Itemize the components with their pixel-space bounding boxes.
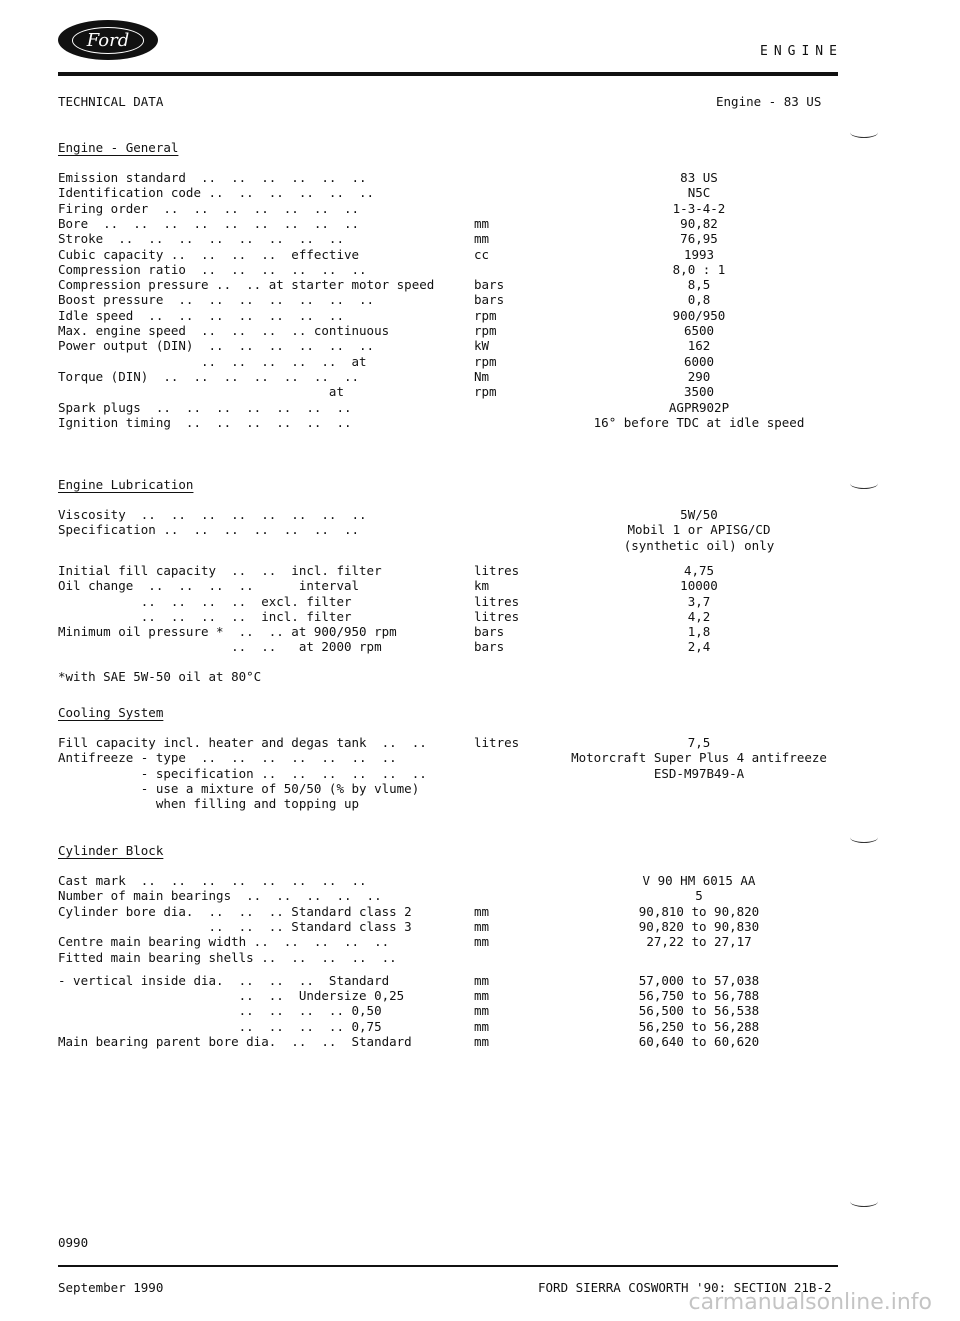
row-label: .. .. .. .. .. at — [58, 353, 367, 369]
row-value: 8,5 — [687, 277, 711, 293]
section-heading: Cylinder Block — [58, 843, 164, 858]
row-label: .. .. .. Standard class 3 — [58, 918, 412, 934]
row-unit: rpm — [474, 384, 497, 400]
row-label: .. .. .. .. 0,75 — [58, 1018, 382, 1034]
row-label: Emission standard .. .. .. .. .. .. — [58, 170, 367, 185]
row-value: 3,7 — [687, 593, 711, 609]
row-unit: mm — [474, 1003, 490, 1019]
row-unit: mm — [474, 988, 490, 1004]
row-value: 0,8 — [687, 292, 711, 308]
row-label: Compression pressure .. .. at starter motor speed — [58, 277, 435, 293]
row-unit: litres — [474, 593, 520, 609]
row-unit: litres — [474, 735, 520, 750]
row-unit: bars — [474, 639, 505, 655]
row-unit: mm — [474, 231, 490, 247]
row-value: 2,4 — [687, 639, 711, 655]
section-heading: Engine Lubrication — [58, 477, 194, 492]
row-unit: mm — [474, 1034, 490, 1049]
row-value: 1993 — [683, 246, 715, 262]
row-label: Viscosity .. .. .. .. .. .. .. .. — [58, 507, 367, 522]
row-unit: mm — [474, 903, 490, 919]
row-value: 1,8 — [687, 624, 711, 640]
row-value: Motorcraft Super Plus 4 antifreeze — [571, 750, 827, 766]
row-unit: mm — [474, 918, 490, 934]
row-unit: rpm — [474, 353, 497, 369]
row-label: at — [58, 384, 344, 400]
row-value: 5W/50 — [680, 507, 718, 522]
row-label: Fitted main bearing shells .. .. .. .. .. — [58, 949, 397, 965]
row-label: .. .. Undersize 0,25 — [58, 988, 405, 1004]
row-label: Number of main bearings .. .. .. .. .. — [58, 888, 382, 904]
row-label: .. .. .. .. excl. filter — [58, 593, 352, 609]
row-label: Torque (DIN) .. .. .. .. .. .. .. — [58, 368, 360, 384]
row-label: Stroke .. .. .. .. .. .. .. .. — [58, 231, 344, 247]
row-value: 1-3-4-2 — [672, 200, 726, 216]
row-label: Cast mark .. .. .. .. .. .. .. .. — [58, 873, 367, 888]
row-label: Specification .. .. .. .. .. .. .. — [58, 522, 360, 538]
ford-logo-text: Ford — [72, 27, 144, 54]
row-value: 7,5 — [687, 735, 711, 750]
row-label: - specification .. .. .. .. .. .. — [58, 765, 427, 781]
margin-mark — [850, 1196, 878, 1207]
watermark-text: carmanualsonline.info — [688, 1290, 932, 1315]
row-value: 900/950 — [672, 307, 726, 323]
row-value: AGPR902P — [668, 399, 730, 415]
row-unit: litres — [474, 562, 520, 578]
row-value: 56,500 to 56,538 — [638, 1003, 760, 1019]
row-label: .. .. .. .. 0,50 — [58, 1003, 382, 1019]
page-subtitle-right: Engine - 83 US — [716, 94, 822, 109]
row-label: - use a mixture of 50/50 (% by vlume) — [58, 780, 420, 796]
page-code: 0990 — [58, 1235, 89, 1250]
row-label: Oil change .. .. .. .. interval — [58, 578, 360, 594]
row-value: 5 — [695, 888, 703, 904]
row-value: V 90 HM 6015 AA — [642, 873, 756, 888]
row-unit: rpm — [474, 323, 497, 338]
row-value: 4,75 — [683, 562, 715, 578]
row-label: .. .. at 2000 rpm — [58, 639, 382, 655]
margin-mark — [850, 478, 878, 489]
footnote: *with SAE 5W-50 oil at 80°C — [58, 668, 262, 684]
row-label: Fill capacity incl. heater and degas tank .. .. — [58, 735, 427, 750]
footer-rule — [58, 1265, 838, 1267]
row-value: (synthetic oil) only — [623, 537, 775, 553]
row-label: Minimum oil pressure * .. .. at 900/950 rpm — [58, 624, 397, 640]
row-unit: litres — [474, 608, 520, 624]
row-value: 56,750 to 56,788 — [638, 988, 760, 1004]
row-unit: rpm — [474, 307, 497, 323]
row-unit: bars — [474, 624, 505, 640]
section-heading: Engine - General — [58, 140, 179, 155]
ford-logo — [58, 20, 158, 60]
section-heading: Cooling System — [58, 705, 164, 720]
row-label: Cubic capacity .. .. .. .. effective — [58, 246, 360, 262]
row-value: N5C — [687, 185, 711, 201]
row-value: ESD-M97B49-A — [653, 765, 745, 781]
row-value: 90,810 to 90,820 — [638, 903, 760, 919]
row-label: - vertical inside dia. .. .. .. Standard — [58, 972, 390, 988]
row-value: 60,640 to 60,620 — [638, 1034, 760, 1049]
row-label: Centre main bearing width .. .. .. .. .. — [58, 934, 390, 950]
row-value: 57,000 to 57,038 — [638, 972, 760, 988]
row-unit: cc — [474, 246, 490, 262]
row-value: 3500 — [683, 384, 715, 400]
row-value: 6500 — [683, 323, 715, 338]
page-subtitle-left: TECHNICAL DATA — [58, 94, 164, 109]
row-label: Power output (DIN) .. .. .. .. .. .. — [58, 338, 375, 354]
row-label: Spark plugs .. .. .. .. .. .. .. — [58, 399, 352, 415]
row-unit: Nm — [474, 368, 490, 384]
row-unit: bars — [474, 277, 505, 293]
margin-mark — [850, 832, 878, 843]
row-unit: km — [474, 578, 490, 594]
row-label: Compression ratio .. .. .. .. .. .. — [58, 261, 367, 277]
header-rule — [58, 72, 838, 76]
row-label: Firing order .. .. .. .. .. .. .. — [58, 200, 360, 216]
footer-date: September 1990 — [58, 1280, 164, 1295]
section-title: ENGINE — [760, 44, 843, 59]
row-label: when filling and topping up — [58, 796, 360, 812]
row-value: 90,82 — [680, 215, 718, 231]
row-label: Max. engine speed .. .. .. .. continuous — [58, 323, 390, 338]
row-value: 16° before TDC at idle speed — [593, 414, 805, 430]
row-unit: mm — [474, 972, 490, 988]
row-label: Main bearing parent bore dia. .. .. Standard — [58, 1034, 412, 1049]
row-value: 4,2 — [687, 608, 711, 624]
row-label: Initial fill capacity .. .. incl. filter — [58, 562, 382, 578]
row-value: 27,22 to 27,17 — [646, 934, 752, 950]
row-label: Cylinder bore dia. .. .. .. Standard class 2 — [58, 903, 412, 919]
row-label: Boost pressure .. .. .. .. .. .. .. — [58, 292, 375, 308]
row-unit: mm — [474, 1018, 490, 1034]
row-value: 56,250 to 56,288 — [638, 1018, 760, 1034]
row-value: 162 — [687, 338, 711, 354]
row-label: Antifreeze - type .. .. .. .. .. .. .. — [58, 750, 397, 766]
row-value: Mobil 1 or APISG/CD — [627, 522, 771, 538]
row-value: 90,820 to 90,830 — [638, 918, 760, 934]
row-value: 8,0 : 1 — [672, 261, 726, 277]
row-label: Idle speed .. .. .. .. .. .. .. — [58, 307, 344, 323]
row-label: Identification code .. .. .. .. .. .. — [58, 185, 375, 201]
row-unit: kW — [474, 338, 490, 354]
row-label: .. .. .. .. incl. filter — [58, 608, 352, 624]
margin-mark — [850, 127, 878, 138]
row-value: 83 US — [680, 170, 718, 185]
row-label: Ignition timing .. .. .. .. .. .. — [58, 414, 352, 430]
row-value: 290 — [687, 368, 711, 384]
row-unit: mm — [474, 215, 490, 231]
row-unit: mm — [474, 934, 490, 950]
footer-title: FORD SIERRA COSWORTH '90: SECTION 21B-2 — [538, 1280, 832, 1295]
row-value: 10000 — [680, 578, 718, 594]
row-label: Bore .. .. .. .. .. .. .. .. .. — [58, 215, 360, 231]
row-unit: bars — [474, 292, 505, 308]
row-value: 6000 — [683, 353, 715, 369]
row-value: 76,95 — [680, 231, 718, 247]
